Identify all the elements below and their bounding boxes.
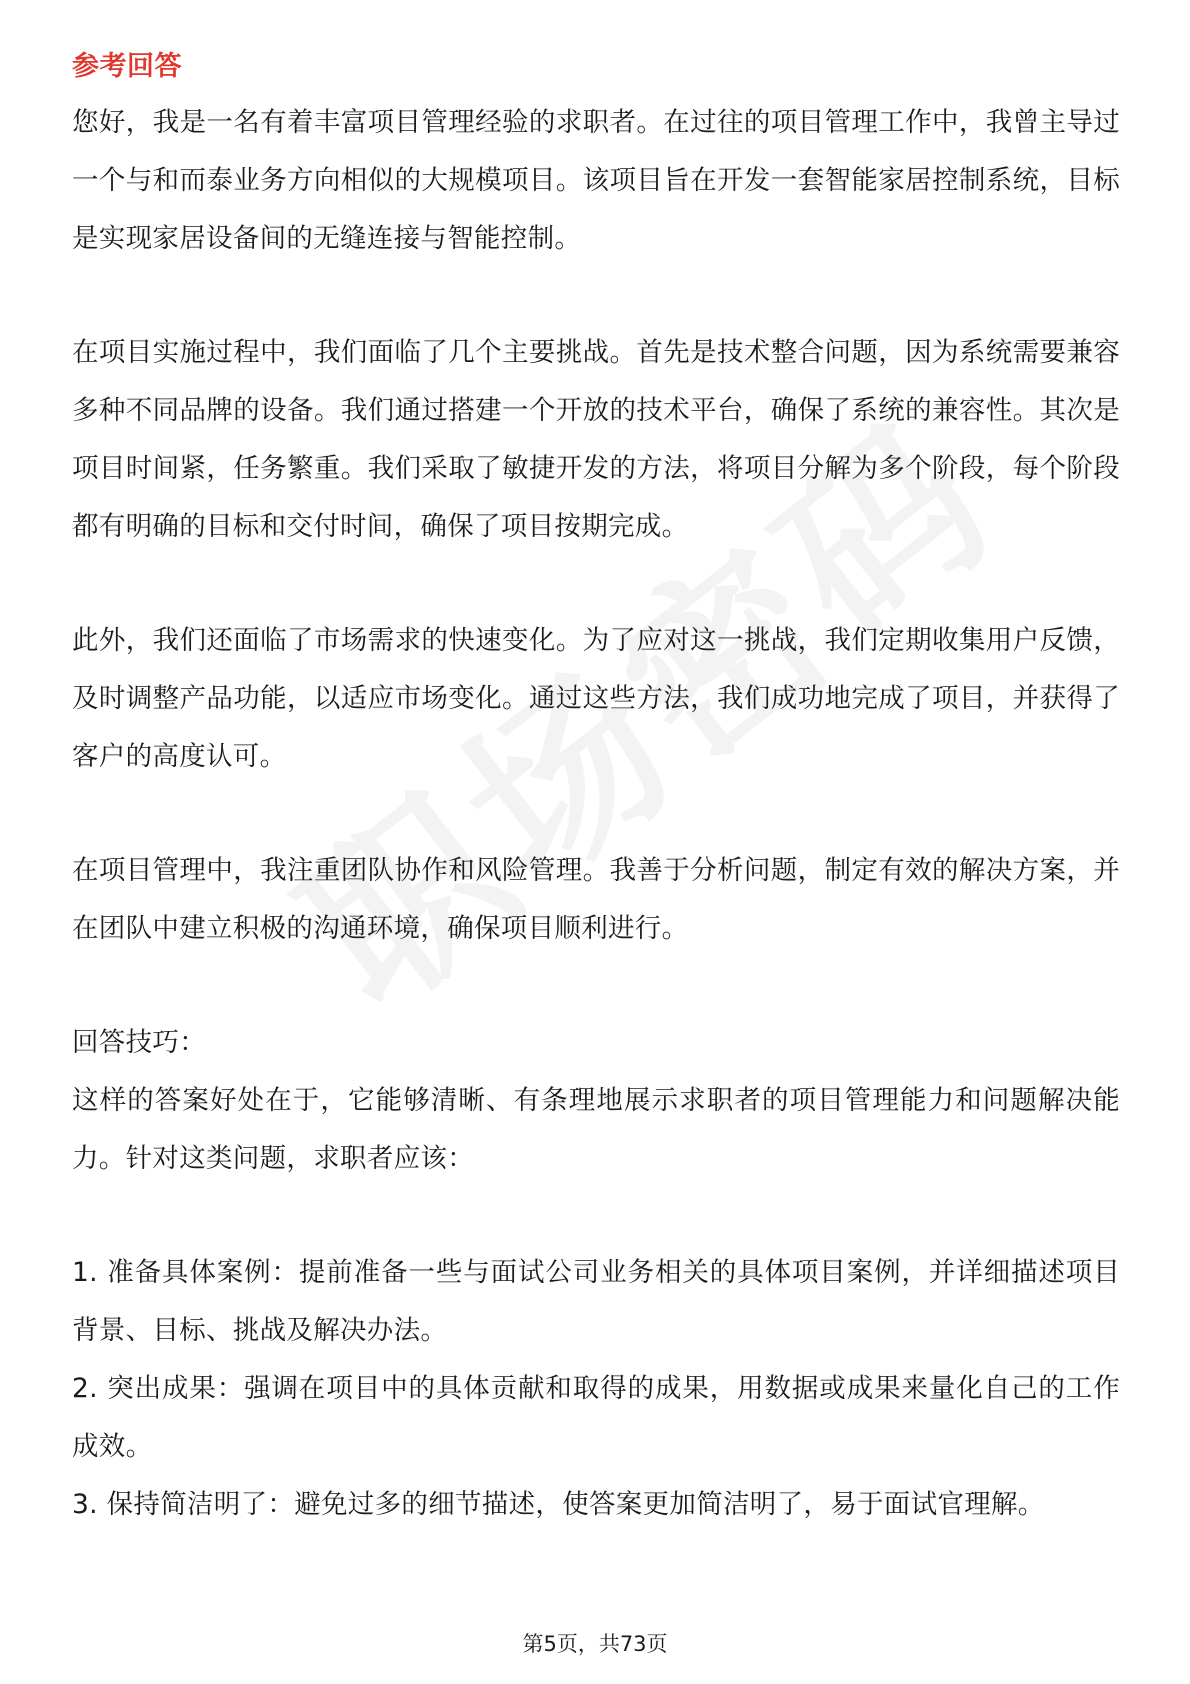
- tips-intro: 这样的答案好处在于，它能够清晰、有条理地展示求职者的项目管理能力和问题解决能力。针对这类问题，求职者应该：: [72, 1085, 1120, 1174]
- section-heading: 参考回答: [72, 51, 182, 82]
- answer-paragraph-3: 此外，我们还面临了市场需求的快速变化。为了应对这一挑战，我们定期收集用户反馈，及时调整产品功能，以适应市场变化。通过这些方法，我们成功地完成了项目，并获得了客户的高度认可。: [72, 625, 1120, 772]
- answer-paragraph-4: 在项目管理中，我注重团队协作和风险管理。我善于分析问题，制定有效的解决方案，并在团队中建立积极的沟通环境，确保项目顺利进行。: [72, 855, 1120, 944]
- tips-title: 回答技巧：: [72, 1027, 206, 1058]
- answer-paragraph-1: 您好，我是一名有着丰富项目管理经验的求职者。在过往的项目管理工作中，我曾主导过一个与和而泰业务方向相似的大规模项目。该项目旨在开发一套智能家居控制系统，目标是实现家居设备间的无缝连接与智能控制。: [72, 107, 1120, 254]
- page-number: 第5页，共73页: [522, 1632, 668, 1656]
- document-body: [72, 48, 1120, 1534]
- tip-item-3: 3. 保持简洁明了：避免过多的细节描述，使答案更加简洁明了，易于面试官理解。: [72, 1489, 1045, 1520]
- tip-item-2: 2. 突出成果：强调在项目中的具体贡献和取得的成果，用数据或成果来量化自己的工作成效。: [72, 1373, 1120, 1462]
- tip-item-1: 1. 准备具体案例：提前准备一些与面试公司业务相关的具体项目案例，并详细描述项目背景、目标、挑战及解决办法。: [72, 1257, 1120, 1346]
- answer-paragraph-2: 在项目实施过程中，我们面临了几个主要挑战。首先是技术整合问题，因为系统需要兼容多种不同品牌的设备。我们通过搭建一个开放的技术平台，确保了系统的兼容性。其次是项目时间紧，任务繁重。我们采取了敏捷开发的方法，将项目分解为多个阶段，每个阶段都有明确的目标和交付时间，确保了项目按期完成。: [72, 337, 1120, 542]
